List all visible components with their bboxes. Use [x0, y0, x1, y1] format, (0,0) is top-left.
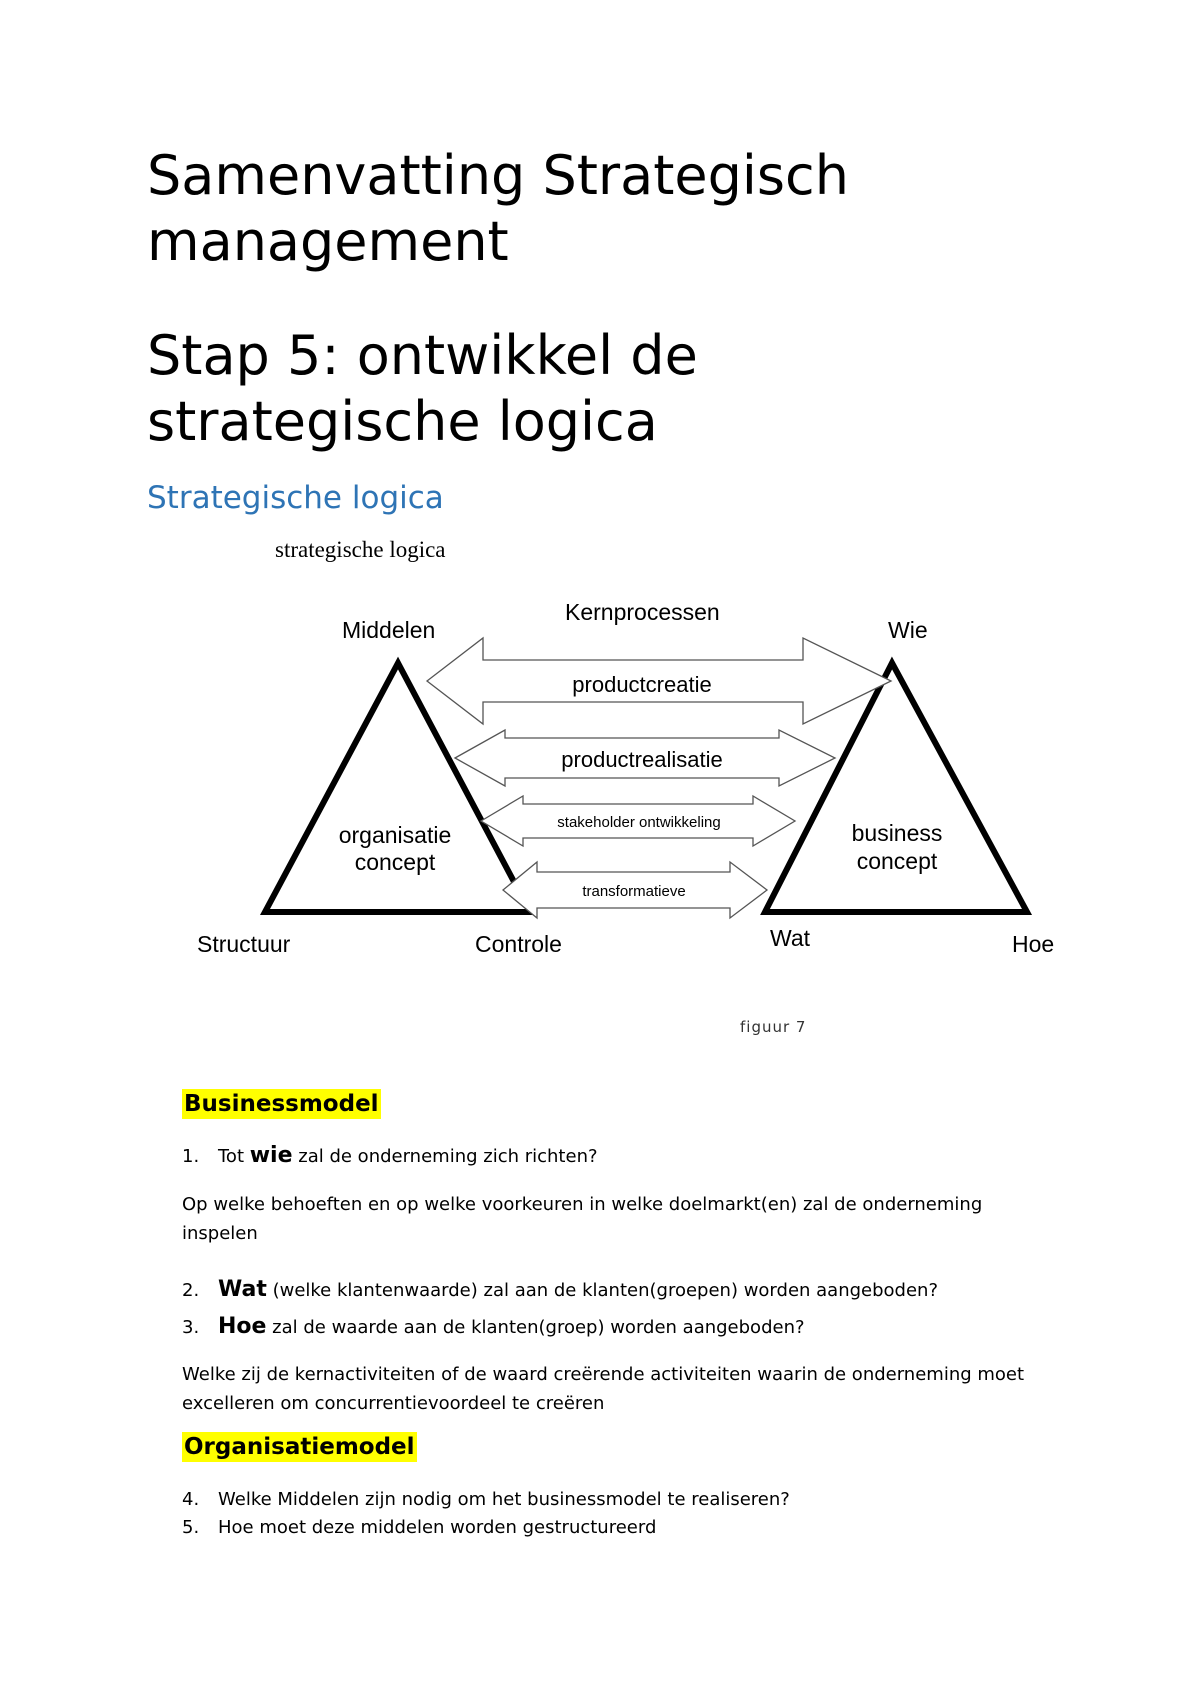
left-center-line-1: organisatie [338, 822, 452, 848]
title-line-2: management [147, 210, 509, 273]
figure-caption: figuur 7 [740, 1018, 807, 1036]
item1-pre: Tot [218, 1146, 250, 1167]
right-top-label: Wie [888, 617, 928, 643]
item5-text: Hoe moet deze middelen worden gestructureerd [218, 1517, 657, 1538]
left-bottom-right-label: Controle [475, 931, 562, 957]
arrow-stakeholder-ontwikkeling-label: stakeholder ontwikkeling [557, 814, 721, 831]
list-item-1 [182, 1142, 1062, 1171]
item3-keyword: Hoe [218, 1314, 267, 1339]
arrow-productcreatie-label: productcreatie [572, 672, 712, 697]
section-heading: Strategische logica [147, 480, 444, 516]
right-bottom-right-label: Hoe [1012, 931, 1055, 957]
list-number-5: 5. [182, 1517, 200, 1538]
list-item-5 [182, 1514, 1062, 1542]
businessmodel-heading: Businessmodel [184, 1091, 379, 1117]
arrow-header-label: Kernprocessen [565, 599, 720, 625]
left-top-label: Middelen [342, 617, 436, 643]
step-title-line-2: strategische logica [147, 390, 658, 453]
item4-text: Welke Middelen zijn nodig om het businessmodel te realiseren? [218, 1489, 790, 1510]
right-center-line-1: business [851, 820, 943, 846]
list-number-2: 2. [182, 1280, 200, 1301]
right-bottom-left-label: Wat [770, 925, 811, 951]
title-line-1: Samenvatting Strategisch [147, 144, 849, 207]
list-item-3 [182, 1313, 1062, 1342]
strategic-logic-diagram [185, 530, 1085, 970]
list-number-1: 1. [182, 1146, 200, 1167]
right-center-line-2: concept [856, 848, 938, 874]
document-title [147, 143, 849, 275]
item1-post: zal de onderneming zich richten? [292, 1146, 598, 1167]
list-item-2 [182, 1276, 1062, 1305]
left-center-line-2: concept [354, 849, 436, 875]
item3-post: zal de waarde aan de klanten(groep) worden aangeboden? [266, 1317, 805, 1338]
businessmodel-paragraph-1: Op welke behoeften en op welke voorkeuren in welke doelmarkt(en) zal de onderneming inspelen [182, 1194, 983, 1244]
businessmodel-paragraph-2: Welke zij de kernactiviteiten of de waard creërende activiteiten waarin de onderneming moet excelleren om concurrentievoordeel te creëren [182, 1364, 1025, 1414]
list-number-3: 3. [182, 1317, 200, 1338]
organisatiemodel-heading: Organisatiemodel [184, 1434, 415, 1460]
step-title [147, 323, 698, 455]
left-bottom-left-label: Structuur [197, 931, 291, 957]
list-number-4: 4. [182, 1489, 200, 1510]
item2-keyword: Wat [218, 1277, 267, 1302]
step-title-line-1: Stap 5: ontwikkel de [147, 324, 698, 387]
figure-heading: strategische logica [275, 537, 446, 562]
item1-keyword: wie [249, 1143, 293, 1168]
item2-post: (welke klantenwaarde) zal aan de klanten(groepen) worden aangeboden? [266, 1280, 939, 1301]
list-item-4 [182, 1486, 1062, 1514]
arrow-productrealisatie-label: productrealisatie [561, 747, 723, 772]
arrow-transformatieve-label: transformatieve [582, 883, 686, 900]
